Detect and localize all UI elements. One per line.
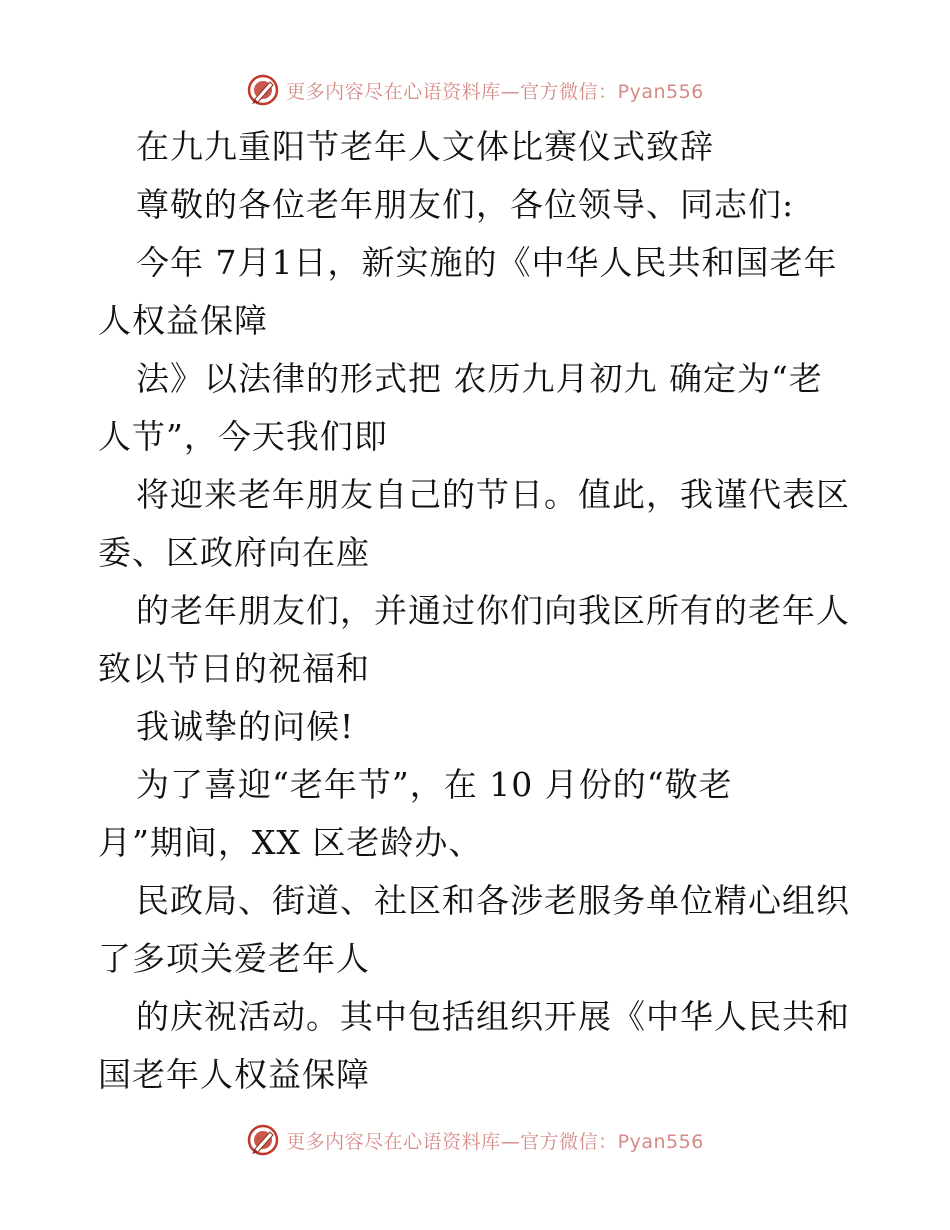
document-body — [98, 118, 858, 1104]
text-line: 国老年人权益保障 — [98, 1055, 370, 1094]
text-line: 的老年朋友们，并通过你们向我区所有的老年人 — [136, 591, 850, 630]
text-line: 在九九重阳节老年人文体比赛仪式致辞 — [136, 127, 714, 166]
banner-text: 更多内容尽在心语资料库—官方微信：Pyan556 — [286, 1130, 704, 1153]
footer-banner — [0, 1120, 950, 1160]
text-line: 的庆祝活动。其中包括组织开展《中华人民共和 — [136, 997, 850, 1036]
text-line: 法》以法律的形式把 农历九月初九 确定为“老 — [136, 359, 823, 398]
text-line: 民政局、街道、社区和各涉老服务单位精心组织 — [136, 881, 850, 920]
text-line: 人权益保障 — [98, 301, 268, 340]
text-line: 人节”，今天我们即 — [98, 417, 388, 456]
text-line: 今年 7月1日，新实施的《中华人民共和国老年 — [136, 243, 838, 282]
text-line: 致以节日的祝福和 — [98, 649, 370, 688]
banner-text: 更多内容尽在心语资料库—官方微信：Pyan556 — [286, 80, 704, 103]
pen-seal-icon — [246, 1123, 280, 1157]
text-line: 我诚挚的问候! — [136, 707, 355, 746]
text-line: 月”期间，XX 区老龄办、 — [98, 823, 483, 862]
header-banner — [0, 70, 950, 110]
text-line: 为了喜迎“老年节”，在 10 月份的“敬老 — [136, 765, 733, 804]
text-line: 尊敬的各位老年朋友们，各位领导、同志们: — [136, 185, 795, 224]
text-line: 将迎来老年朋友自己的节日。值此，我谨代表区 — [136, 475, 850, 514]
text-line: 了多项关爱老年人 — [98, 939, 370, 978]
pen-seal-icon — [246, 73, 280, 107]
text-line: 委、区政府向在座 — [98, 533, 370, 572]
